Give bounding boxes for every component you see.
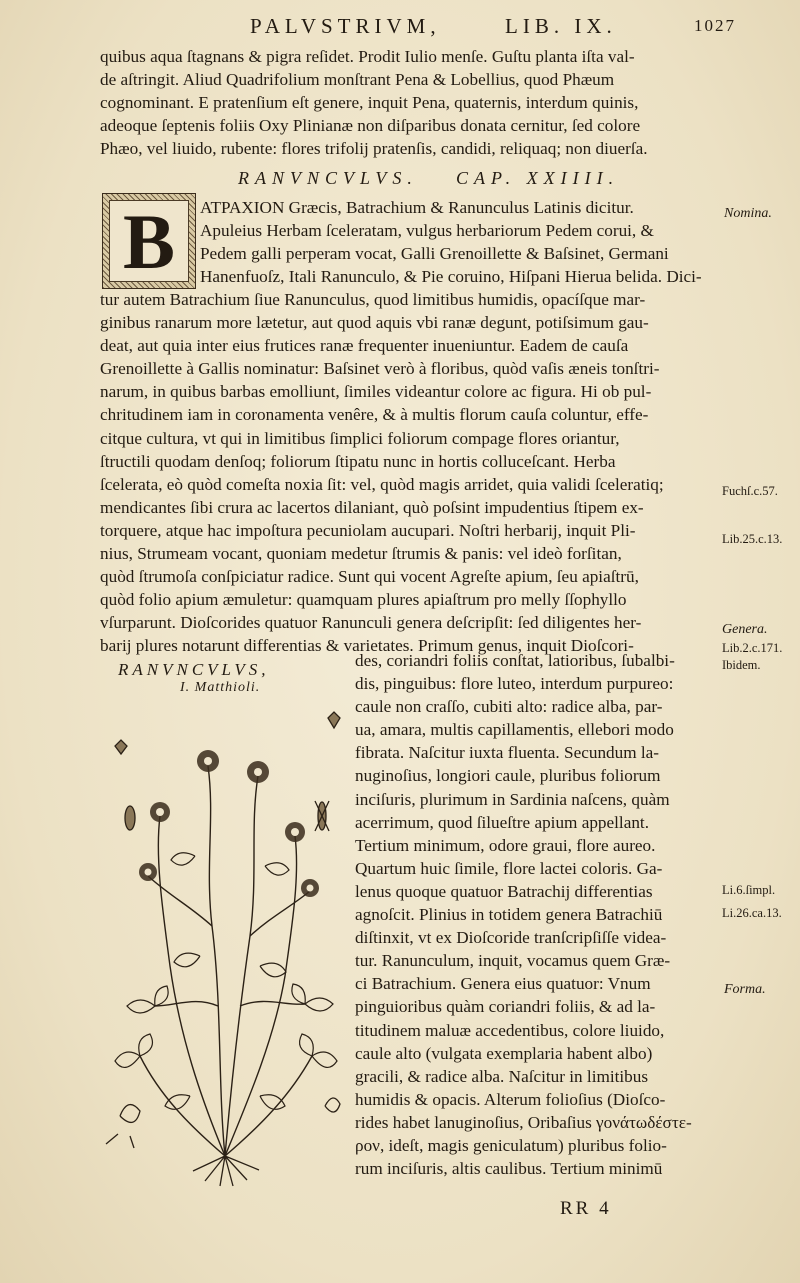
text-line: inciſuris, plurimum in Sardinia naſcens, quàm <box>355 789 670 809</box>
page-number: 1027 <box>694 16 736 35</box>
margin-note: Fuchſ.c.57. <box>722 484 778 498</box>
text-line: ρον, ideſt, magis geniculatum) pluribus folio- <box>355 1135 667 1155</box>
text-line: Phæo, vel liuido, rubente: flores trifolij pratenſis, candidi, reliquaq; non diuerſa. <box>100 139 648 159</box>
illustration-caption <box>118 660 270 696</box>
text-line: quòd folio apium æmuletur: quamquam plures apiaſtrum pro melly ſſophyllo <box>100 590 627 610</box>
text-line: Pedem galli perperam vocat, Galli Grenoillette & Baſsinet, Germani <box>200 244 669 264</box>
text-line: diſtinxit, vt ex Dioſcoride tranſcripſiſſe videa- <box>355 928 667 948</box>
text-line: ATPAXION Græcis, Batrachium & Ranunculus Latinis dicitur. <box>200 198 634 217</box>
text-line: nius, Strumeam vocant, quoniam medetur ſtrumis & panis: vel ideò forſitan, <box>100 544 622 564</box>
text-line: agnoſcit. Plinius in totidem genera Batrachiū <box>355 905 663 925</box>
margin-note: Forma. <box>724 982 766 997</box>
margin-note: Li.26.ca.13. <box>722 906 782 920</box>
caption-title: RANVNCVLVS, <box>118 660 270 679</box>
column-paragraph <box>355 649 720 1180</box>
text-line: acerrimum, quod ſilueſtre apium appellant. <box>355 812 650 832</box>
text-line: de aſtringit. Aliud Quadrifolium monſtrant Pena & Lobellius, quod Phæum <box>100 70 615 90</box>
text-line: ua, amara, multis capillamentis, ellebori modo <box>355 720 674 740</box>
text-line: mendicantes ſibi crura ac lacertos dilaniant, quò poſsint impudentius ſtipem ex- <box>100 497 644 517</box>
text-line: barij plures notarunt differentias & varietates. Primum genus, inquit Dioſcori- <box>100 636 634 656</box>
running-header <box>250 14 750 39</box>
text-line: tur. Ranunculum, inquit, vocamus quem Græ- <box>355 951 671 971</box>
text-line: quòd ſtrumoſa conſpiciatur radice. Sunt qui vocent Agreſte apium, ſeu apiaſtrū, <box>100 567 639 587</box>
margin-note: Lib.2.c.171. <box>722 641 783 655</box>
margin-note: Nomina. <box>724 206 772 221</box>
text-line: rum inciſuris, altis caulibus. Tertium minimū <box>355 1159 663 1179</box>
body-paragraph <box>100 288 720 658</box>
text-line: caule alto (vulgata exemplaria habent albo) <box>355 1043 653 1063</box>
decorated-initial <box>102 193 196 289</box>
text-line: adeoque ſeptenis foliis Oxy Plinianæ non diſparibus donata cernitur, ſed colore <box>100 116 641 136</box>
text-line: chritudinem iam in coronamenta venêre, & à multis florum cauſa coluntur, effe- <box>100 405 649 425</box>
text-line: dis, pinguibus: flore luteo, interdum purpureo: <box>355 674 674 694</box>
text-line: Grenoillette à Gallis nominatur: Baſsinet verò à floribus, quòd vaſis æneis tonſtri- <box>100 359 660 379</box>
caption-subtitle: I. Matthioli. <box>180 680 261 695</box>
text-line: fibrata. Naſcitur iuxta fluenta. Secundum la- <box>355 743 660 763</box>
text-line: cognominant. E pratenſium eſt genere, inquit Pena, quaternis, interdum quinis, <box>100 93 639 113</box>
header-book-number: LIB. IX. <box>505 14 617 38</box>
chapter-title: RANVNCVLVS. <box>238 168 418 188</box>
header-title: PALVSTRIVM, <box>250 14 441 38</box>
chapter-heading <box>238 168 620 189</box>
margin-note: Genera. <box>722 622 768 637</box>
text-line: tur autem Batrachium ſiue Ranunculus, quod limitibus humidis, opacíſque mar- <box>100 290 646 309</box>
text-line: ginibus ranarum more lætetur, aut quod aquis vbi ranæ degunt, potiſsimum gau- <box>100 313 649 333</box>
text-line: vſurparunt. Dioſcorides quatuor Ranunculi genera deſcripſit: ſed diligentes her- <box>100 613 642 633</box>
initial-letter: B <box>109 200 189 282</box>
text-line: nuginoſius, longiori caule, pluribus foliorum <box>355 766 661 786</box>
text-line: citque cultura, vt qui in limitibus ſimplici foliorum compage flores oriantur, <box>100 428 620 448</box>
text-line: lenus quoque quatuor Batrachij differentias <box>355 881 653 901</box>
text-line: torquere, atque hac impoſtura pecuniolam aucupari. Noſtri herbarij, inquit Pli- <box>100 520 636 540</box>
text-line: humidis & opacis. Alterum folioſius (Dioſco- <box>355 1089 666 1109</box>
text-line: ſcelerata, eò quòd comeſta noxia ſit: vel, quòd magis arridet, quia validi ſceleratiq; <box>100 474 664 494</box>
text-line: ſtructili quodam denſoq; foliorum ſtipatu nunc in hortis colluceſcant. Herba <box>100 451 616 471</box>
text-line: Quartum huic ſimile, flore lactei coloris. Ga- <box>355 858 663 878</box>
text-line: deat, aut quia inter eius frutices ranæ frequenter inueniuntur. Eadem de cauſa <box>100 336 629 356</box>
text-line: ci Batrachium. Genera eius quatuor: Vnum <box>355 974 651 994</box>
top-paragraph <box>100 45 720 160</box>
text-line: Hanenfuoſz, Itali Ranunculo, & Pie coruino, Hiſpani Hierua belida. Dici- <box>200 267 702 287</box>
text-line: Tertium minimum, odore graui, flore aureo. <box>355 835 656 855</box>
catchword-signature: RR 4 <box>560 1198 612 1219</box>
text-line: caule non craſſo, cubiti alto: radice alba, par- <box>355 697 663 717</box>
margin-note: Ibidem. <box>722 658 761 672</box>
ranunculus-plant-woodcut <box>100 706 350 1191</box>
text-line: quibus aqua ſtagnans & pigra reſidet. Prodit Iulio menſe. Guſtu planta iſta val- <box>100 47 635 66</box>
margin-note: Lib.25.c.13. <box>722 532 783 546</box>
text-line: titudinem maluæ accedentibus, colore liuido, <box>355 1020 665 1040</box>
margin-note: Li.6.ſimpl. <box>722 883 776 897</box>
text-line: narum, in quibus barbas emolliunt, ſimiles videantur colore ac figura. Hi ob pul- <box>100 382 652 402</box>
chapter-number: CAP. XXIIII. <box>456 168 620 188</box>
text-line: gracili, & radice alba. Naſcitur in limitibus <box>355 1066 649 1086</box>
text-line: Apuleius Herbam ſceleratam, vulgus herbariorum Pedem corui, & <box>200 221 654 241</box>
initial-paragraph <box>200 196 720 288</box>
text-line: pinguioribus quàm coriandri foliis, & ad la- <box>355 997 656 1017</box>
text-line: rides habet lanuginoſius, Oribaſius γονάτωδέστε- <box>355 1112 692 1132</box>
text-line: des, coriandri foliis conſtat, latioribus, ſubalbi- <box>355 651 675 670</box>
